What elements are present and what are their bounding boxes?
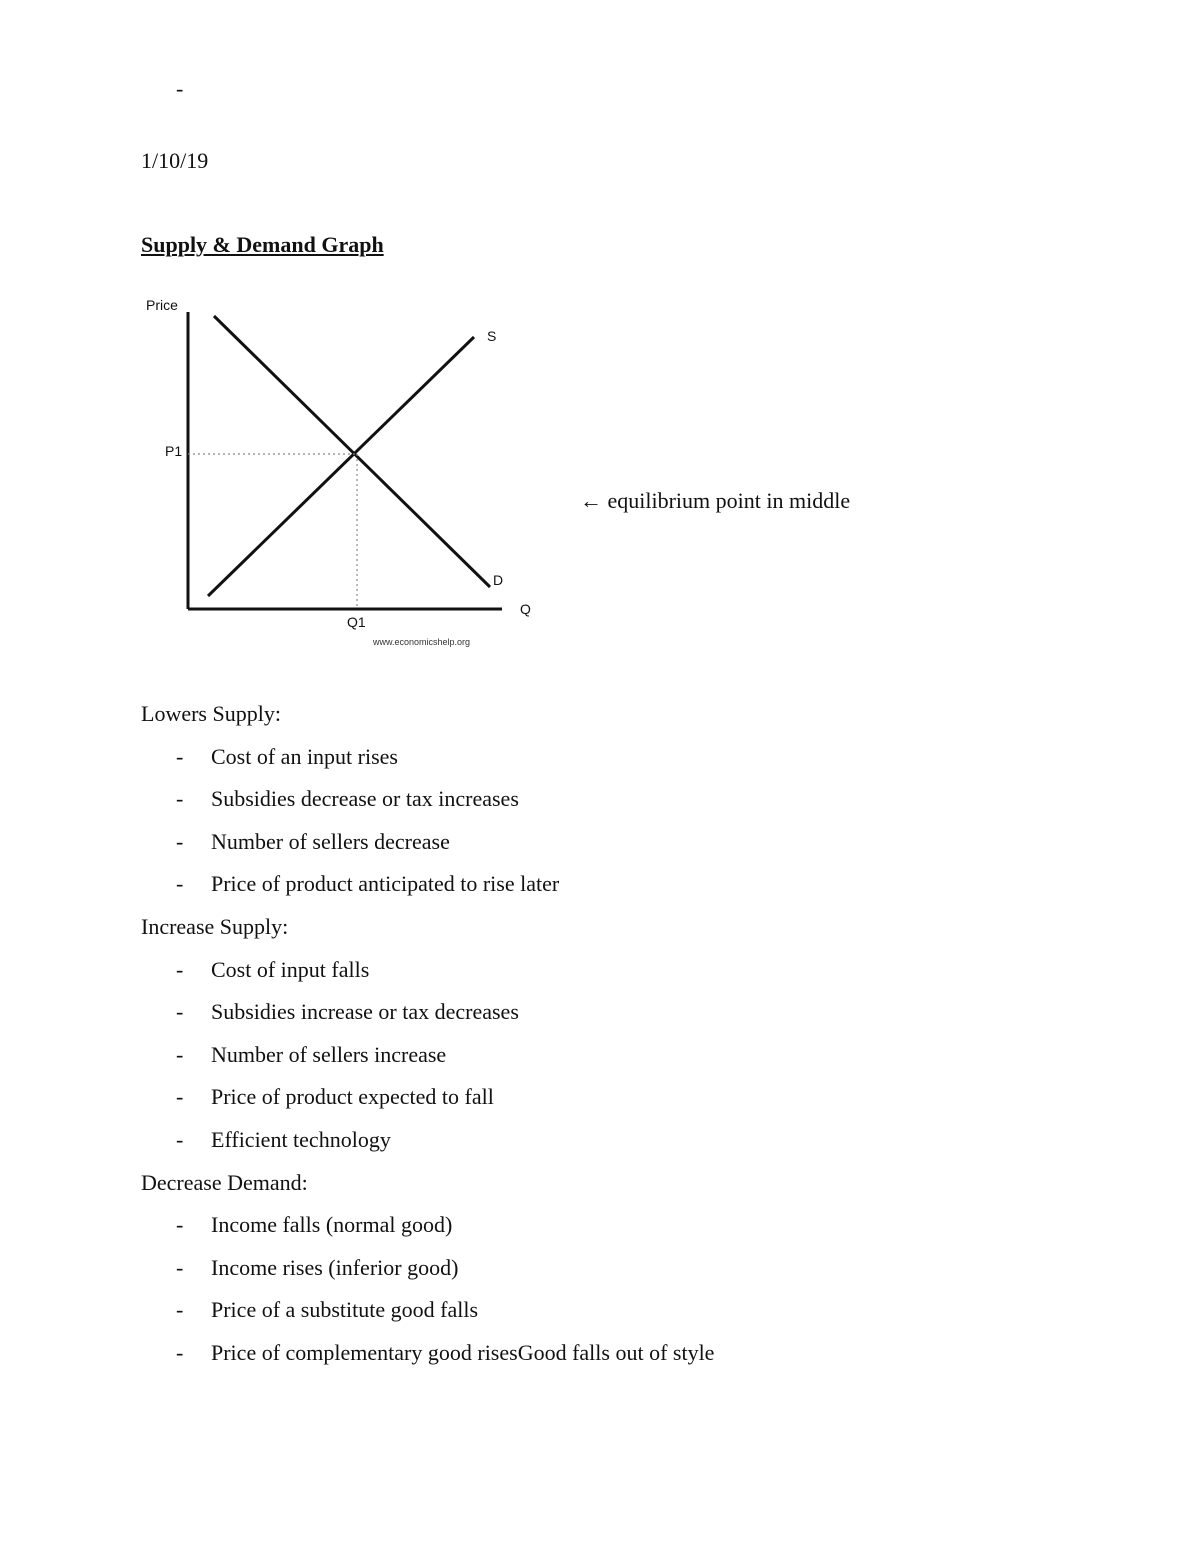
bullet-dash: - [176,786,184,812]
list-item: Subsidies increase or tax decreases [211,999,519,1025]
demand-curve [214,316,490,587]
list-item: Subsidies decrease or tax increases [211,786,519,812]
bullet-dash: - [176,1254,184,1280]
section-title: Lowers Supply: [141,701,281,726]
supply-demand-graph [140,290,560,660]
y-axis-label: Price [146,297,178,313]
list-item: Number of sellers decrease [211,828,450,854]
bullet-dash: - [176,1041,184,1067]
bullet-dash: - [176,743,184,769]
bullet-dash: - [176,871,184,897]
bullet-dash: - [176,1297,184,1323]
section-title: Increase Supply: [141,914,289,939]
bullet-dash: - [176,1084,184,1110]
section-title: Decrease Demand: [141,1169,308,1195]
date: 1/10/19 [141,148,209,173]
list-item: Price of a substitute good falls [211,1297,479,1323]
demand-label: D [493,572,504,588]
list-item: Income falls (normal good) [211,1212,453,1238]
bullet-dash: - [176,1212,184,1238]
quantity-label: Q1 [347,614,366,630]
price-label: P1 [165,443,183,459]
bullet-dash: - [176,1340,184,1365]
bullet-dash: - [176,828,184,854]
section-heading: Supply & Demand Graph [141,232,384,257]
x-axis-label: Q [520,601,531,617]
list-item: Cost of input falls [211,956,370,982]
list-item: Price of product expected to fall [211,1084,494,1110]
list-item: Price of product anticipated to rise later [211,871,560,897]
bullet-dash: - [176,956,184,982]
list-item: Cost of an input rises [211,743,398,769]
top-dash: - [176,76,184,101]
equilibrium-annotation: ← equilibrium point in middle [580,488,851,513]
list-item: Efficient technology [211,1127,391,1152]
list-item: Income rises (inferior good) [211,1254,459,1280]
bullet-dash: - [176,1127,184,1152]
bullet-dash: - [176,999,184,1025]
supply-curve [208,337,474,596]
list-item: Price of complementary good risesGood falls out of style [211,1340,715,1365]
list-item: Number of sellers increase [211,1041,447,1067]
supply-label: S [487,328,497,344]
graph-credit: www.economicshelp.org [373,637,471,647]
